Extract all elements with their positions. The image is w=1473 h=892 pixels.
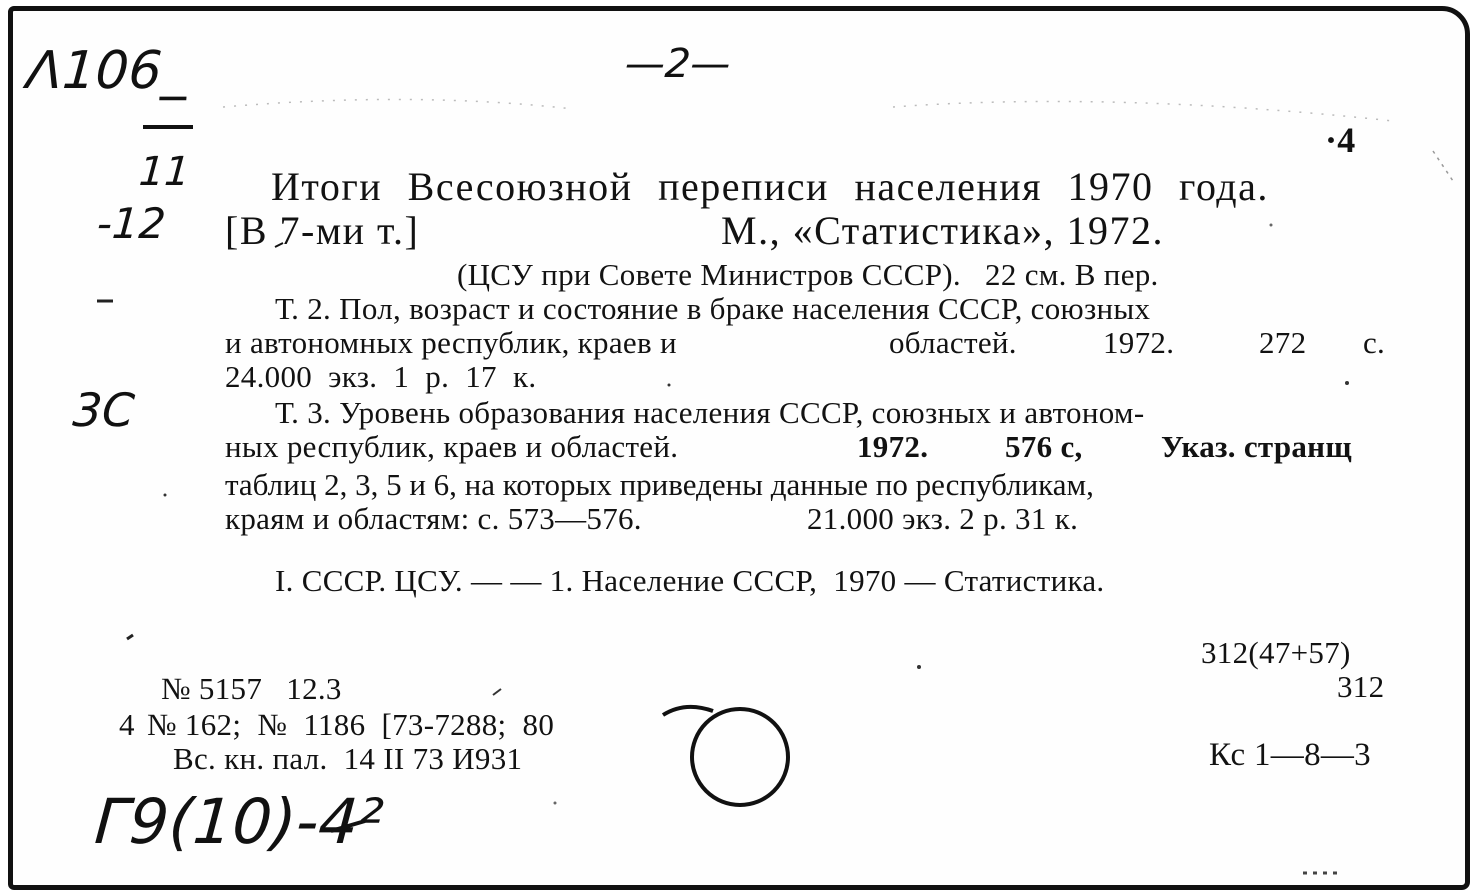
registration-line-2-prefix: 4 [119, 707, 135, 742]
volume-2-line-1: Т. 2. Пол, возраст и состояние в браке населения СССР, союзных [275, 291, 1151, 326]
handwritten-mark-3c: 3C [71, 383, 137, 437]
registration-line-3: Вс. кн. пал. 14 II 73 И931 [173, 741, 523, 776]
card-title-line-2-left: [В 7-ми т.] [225, 208, 420, 253]
handwritten-code-top-left: Λ106_ [24, 41, 190, 101]
registration-line-1: № 5157 12.3 [161, 671, 342, 706]
subject-headings: I. СССР. ЦСУ. — — 1. Население СССР, 1970 — Статистика. [275, 563, 1105, 598]
volume-2-line-2c: 1972. [1103, 325, 1175, 360]
imprint-line: (ЦСУ при Совете Министров СССР). 22 см. В пер. [457, 257, 1159, 292]
handwriting-strokes [13, 11, 1465, 885]
volume-3-line-2a: ных республик, краев и областей. [225, 429, 679, 464]
card-title-line-2-right: М., «Статистика», 1972. [721, 208, 1165, 253]
shelf-code: Кс 1—8—3 [1209, 737, 1371, 773]
registration-line-2: № 162; № 1186 [73-7288; 80 [147, 707, 555, 742]
volume-2-line-2a: и автономных республик, краев и [225, 325, 677, 360]
card-title-line-1: Итоги Всесоюзной переписи населения 1970 года. [271, 164, 1269, 209]
udc-code-1: 312(47+57) [1201, 635, 1351, 670]
handwritten-mark-12: -12 [95, 199, 168, 248]
volume-2-line-2b: областей. [889, 325, 1017, 360]
handwritten-bottom-code: Г9(10)-4² [92, 785, 386, 858]
volume-3-line-2d: Указ. странщ [1161, 429, 1352, 464]
volume-3-line-2c: 576 с, [1005, 429, 1083, 464]
handwritten-page-number: —2— [623, 41, 733, 87]
volume-3-line-4a: краям и областям: с. 573—576. [225, 501, 642, 536]
volume-3-line-3: таблиц 2, 3, 5 и 6, на которых приведены данные по республикам, [225, 467, 1094, 502]
udc-code-2: 312 [1337, 669, 1385, 704]
volume-2-line-2e: с. [1363, 325, 1386, 360]
volume-3-line-2b: 1972. [857, 429, 929, 464]
volume-2-line-2d: 272 [1259, 325, 1307, 360]
volume-2-line-3: 24.000 экз. 1 р. 17 к. [225, 359, 537, 394]
volume-3-line-1: Т. 3. Уровень образования населения СССР, союзных и автоном- [275, 395, 1145, 430]
volume-3-line-4b: 21.000 экз. 2 р. 31 к. [807, 501, 1079, 536]
corner-number: ·4 [1325, 120, 1356, 160]
catalog-card [8, 6, 1470, 890]
handwritten-mark-11: 11 [137, 149, 192, 195]
